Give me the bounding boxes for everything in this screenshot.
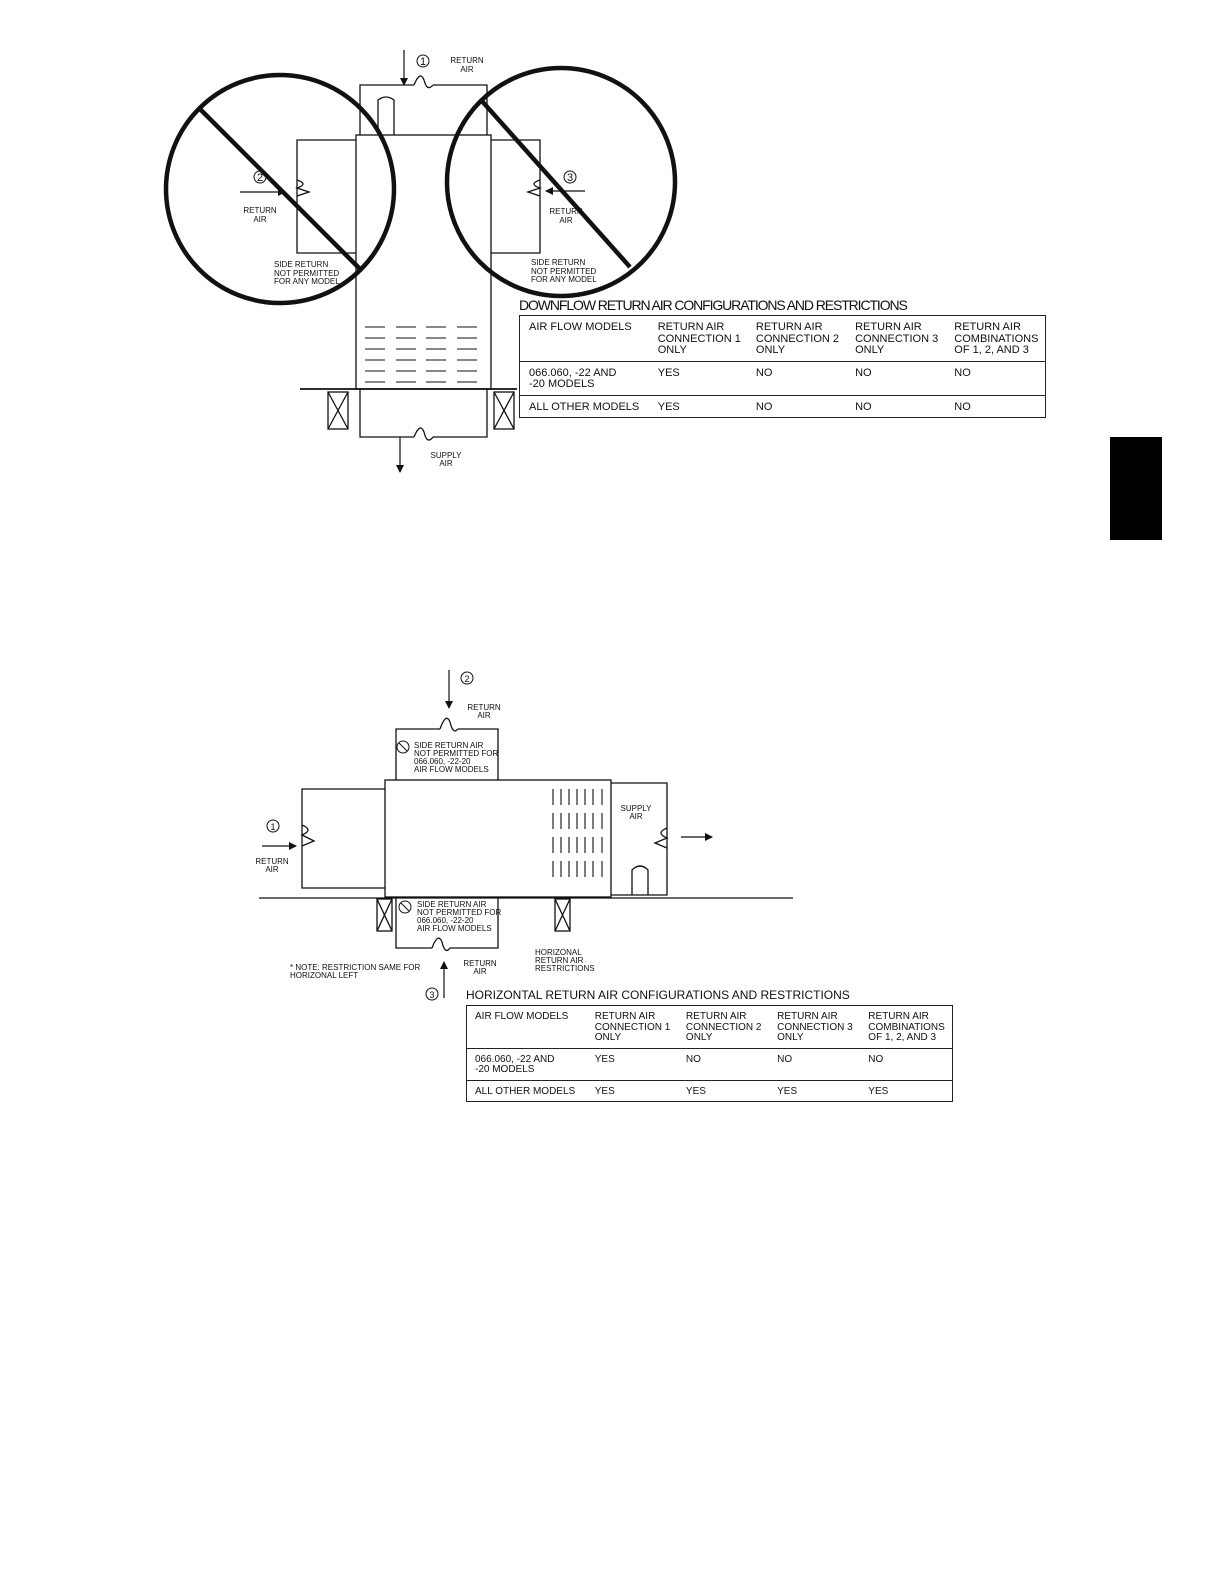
table-cell: YES [657, 400, 680, 413]
header-cell: RETURN AIR CONNECTION 3 ONLY [846, 316, 945, 362]
label-n1: 1 [419, 56, 427, 68]
left-return-box [302, 789, 385, 888]
table-cell: NO [860, 1048, 952, 1080]
header-cell: RETURN AIR CONNECTION 1 ONLY [587, 1006, 678, 1049]
table-row [520, 361, 1046, 395]
pipe-stub [378, 97, 394, 135]
pipe-horizontal [632, 866, 648, 895]
header-cell: RETURN AIR COMBINATIONS OF 1, 2, AND 3 [945, 316, 1045, 362]
table-cell: YES [594, 1085, 615, 1097]
horizontal-restrictions-table [466, 1005, 953, 1102]
label-side-left-1: SIDE RETURN [274, 260, 329, 269]
table-cell: YES [685, 1085, 706, 1097]
label-n3: 3 [566, 172, 574, 184]
label-side-left-3: FOR ANY MODEL [274, 277, 340, 286]
support-blocks [328, 392, 514, 429]
h-label-supply-2: AIR [629, 812, 643, 821]
h-label-return-top-2: AIR [477, 711, 491, 720]
table-cell: YES [587, 1048, 678, 1080]
h-horizonal-3: RESTRICTIONS [535, 964, 595, 973]
h-footnote-1: * NOTE: RESTRICTION SAME FOR [290, 963, 421, 972]
label-return-top: RETURN [450, 56, 484, 65]
table-row [520, 395, 1046, 418]
h-note-bot-3: 066.060, -22-20 [417, 916, 474, 925]
no-symbol-top-icon [397, 741, 409, 753]
h-footnote-2: HORIZONAL LEFT [290, 971, 359, 980]
label-side-right-1: SIDE RETURN [531, 258, 586, 267]
label-side-left-2: NOT PERMITTED [274, 269, 340, 278]
table-cell: NO [855, 400, 872, 413]
label-return-left-2: AIR [253, 215, 267, 224]
h-horizonal-2: RETURN AIR [535, 956, 584, 965]
table-cell: ALL OTHER MODELS [529, 400, 640, 413]
furnace-cabinet [356, 135, 491, 389]
table-cell: 066.060, -22 AND -20 MODELS [520, 361, 649, 395]
h-label-n2: 2 [464, 674, 470, 684]
louvers [365, 327, 477, 382]
header-cell: RETURN AIR CONNECTION 2 ONLY [747, 316, 846, 362]
label-return-right: RETURN [549, 207, 583, 216]
no-symbol-bottom-icon [399, 901, 411, 913]
label-return-left: RETURN [243, 206, 277, 215]
section-tab [1110, 437, 1162, 540]
table-cell: NO [747, 361, 846, 395]
h-label-return-left: RETURN [255, 857, 289, 866]
horizontal-diagram [259, 670, 793, 1000]
table-cell: 066.060, -22 AND -20 MODELS [467, 1048, 587, 1080]
table-cell: YES [868, 1085, 889, 1097]
table-row [467, 1080, 953, 1102]
header-cell: RETURN AIR CONNECTION 2 ONLY [678, 1006, 769, 1049]
h-label-supply: SUPPLY [620, 804, 652, 813]
h-label-return-bottom: RETURN [463, 959, 497, 968]
h-note-top-2: NOT PERMITTED FOR [414, 749, 499, 758]
h-label-return-left-2: AIR [265, 865, 279, 874]
label-return-right-2: AIR [559, 216, 573, 225]
horizontal-table-title: HORIZONTAL RETURN AIR CONFIGURATIONS AND RESTRICTIONS [466, 988, 850, 1002]
right-supply-box [611, 783, 667, 895]
table-cell: YES [649, 361, 747, 395]
h-note-top-3: 066.060, -22-20 [414, 757, 471, 766]
h-label-n1: 1 [270, 822, 276, 832]
break-line [414, 76, 433, 88]
downflow-table-title: DOWNFLOW RETURN AIR CONFIGURATIONS AND RESTRICTIONS [519, 297, 907, 313]
label-side-right-2: NOT PERMITTED [531, 267, 597, 276]
h-label-return-top: RETURN [467, 703, 501, 712]
table-header-row [520, 316, 1046, 362]
table-cell: NO [678, 1048, 769, 1080]
h-note-top-1: SIDE RETURN AIR [414, 741, 484, 750]
header-cell: RETURN AIR CONNECTION 3 ONLY [769, 1006, 860, 1049]
h-note-top-4: AIR FLOW MODELS [414, 765, 489, 774]
louvers-horizontal [553, 789, 602, 877]
label-supply: SUPPLY [430, 451, 462, 460]
top-return-plenum [360, 85, 487, 135]
table-header-row [467, 1006, 953, 1049]
label-n2: 2 [256, 172, 264, 184]
table-cell: NO [846, 361, 945, 395]
h-horizonal-1: HORIZONAL [535, 948, 582, 957]
table-cell: ALL OTHER MODELS [475, 1085, 576, 1097]
h-note-bot-2: NOT PERMITTED FOR [417, 908, 502, 917]
header-cell: RETURN AIR COMBINATIONS OF 1, 2, AND 3 [860, 1006, 952, 1049]
label-supply-2: AIR [439, 459, 453, 468]
downflow-restrictions-table [519, 315, 1046, 418]
h-note-bot-4: AIR FLOW MODELS [417, 924, 492, 933]
label-return-top-2: AIR [460, 65, 474, 74]
h-label-return-bottom-2: AIR [473, 967, 487, 976]
table-cell: NO [755, 400, 773, 413]
table-cell: NO [954, 400, 971, 413]
header-cell: AIR FLOW MODELS [520, 316, 649, 362]
table-cell: NO [769, 1048, 860, 1080]
table-row [467, 1048, 953, 1080]
table-cell: NO [945, 361, 1045, 395]
header-cell: RETURN AIR CONNECTION 1 ONLY [649, 316, 747, 362]
h-label-n3: 3 [429, 990, 435, 1000]
label-side-right-3: FOR ANY MODEL [531, 275, 597, 284]
h-note-bot-1: SIDE RETURN AIR [417, 900, 487, 909]
table-cell: YES [777, 1085, 798, 1097]
header-cell: AIR FLOW MODELS [467, 1006, 587, 1049]
